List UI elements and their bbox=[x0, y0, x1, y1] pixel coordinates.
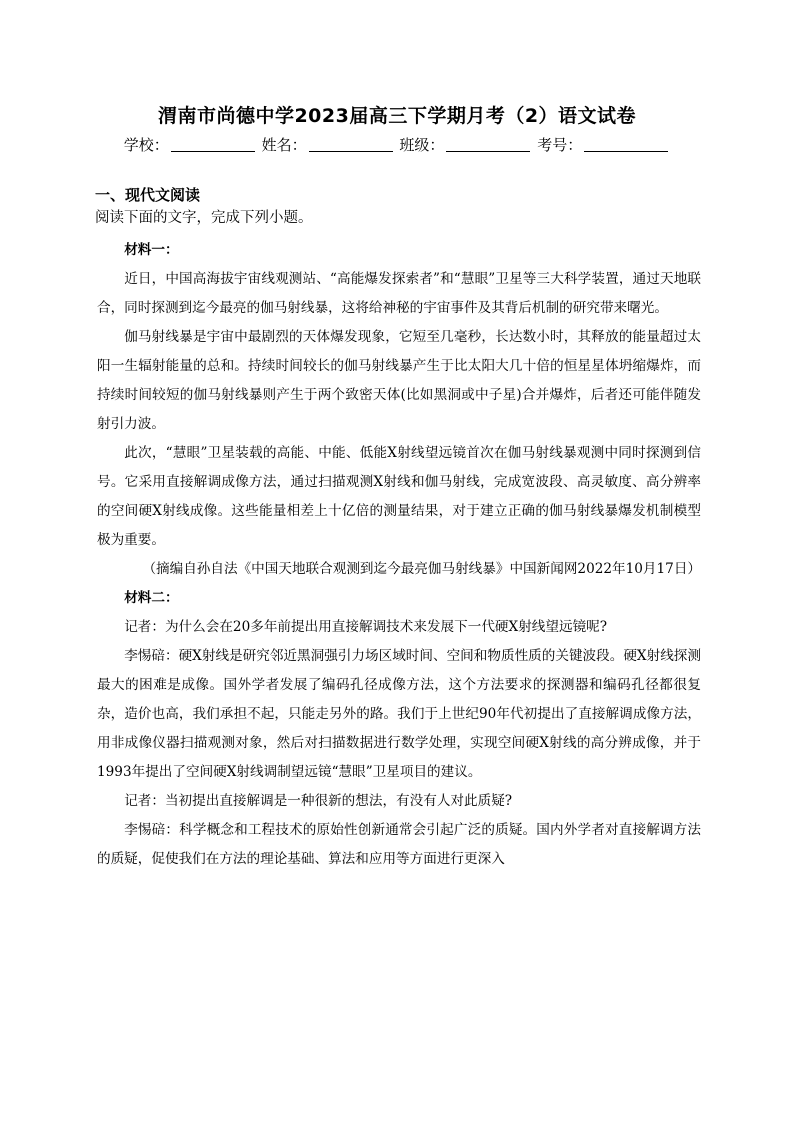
interview-paragraph: 李惕碚：科学概念和工程技术的原始性创新通常会引起广泛的质疑。国内外学者对直接解调方法的质疑，促使我们在方法的理论基础、算法和应用等方面进行更深入 bbox=[97, 822, 701, 867]
exam-number-blank bbox=[584, 137, 668, 152]
class-blank bbox=[446, 137, 530, 152]
reading-passage bbox=[97, 236, 701, 874]
school-label: 学校： bbox=[123, 136, 169, 154]
instruction-text: 阅读下面的文字，完成下列小题。 bbox=[95, 210, 313, 226]
school-blank bbox=[171, 137, 255, 152]
material-one-source: （摘编自孙自法《中国天地联合观测到迄今最亮伽马射线暴》中国新闻网2022年10月17日） bbox=[142, 561, 701, 577]
interview-paragraph: 记者：当初提出直接解调是一种很新的想法，有没有人对此质疑? bbox=[124, 793, 513, 809]
interview-paragraph: 李惕碚：硬X射线是研究邻近黑洞强引力场区域时间、空间和物质性质的关键波段。硬X射线探测最大的困难是成像。国外学者发展了编码孔径成像方法，这个方法要求的探测器和编码孔径都很复杂，造价也高，我们承担不起，只能走另外的路。我们于上世纪90年代初提出了直接解调成像方法，用非成像仪器扫描观测对象，然后对扫描数据进行数学处理，实现空间硬X射线的高分辨成像，并于1993年提出了空间硬X射线调制望远镜“慧眼”卫星项目的建议。 bbox=[97, 648, 701, 780]
exam-title: 渭南市尚德中学2023届高三下学期月考（2）语文试卷 bbox=[157, 105, 637, 127]
name-label: 姓名： bbox=[261, 136, 307, 154]
material-one-paragraph: 近日，中国高海拔宇宙线观测站、“高能爆发探索者”和“慧眼”卫星等三大科学装置，通过天地联合，同时探测到迄今最亮的伽马射线暴，这将给神秘的宇宙事件及其背后机制的研究带来曙光。 bbox=[97, 271, 701, 316]
section-heading: 一、现代文阅读 bbox=[95, 186, 201, 204]
class-label: 班级： bbox=[399, 136, 445, 154]
material-one-label: 材料一： bbox=[124, 242, 179, 258]
student-info-line bbox=[0, 134, 794, 155]
name-blank bbox=[309, 137, 393, 152]
material-one-paragraph: 伽马射线暴是宇宙中最剧烈的天体爆发现象，它短至几毫秒，长达数小时，其释放的能量超过太阳一生辐射能量的总和。持续时间较长的伽马射线暴产生于比太阳大几十倍的恒星星体坍缩爆炸，而持续时间较短的伽马射线暴则产生于两个致密天体(比如黑洞或中子星)合并爆炸，后者还可能伴随发射引力波。 bbox=[97, 329, 701, 432]
material-two-label: 材料二： bbox=[124, 590, 179, 606]
exam-number-label: 考号： bbox=[537, 136, 583, 154]
interview-paragraph: 记者：为什么会在20多年前提出用直接解调技术来发展下一代硬X射线望远镜呢? bbox=[124, 619, 608, 635]
material-one-paragraph: 此次，“慧眼”卫星装载的高能、中能、低能X射线望远镜首次在伽马射线暴观测中同时探测到信号。它采用直接解调成像方法，通过扫描观测X射线和伽马射线，完成宽波段、高灵敏度、高分辨率的空间硬X射线成像。这些能量相差上十亿倍的测量结果，对于建立正确的伽马射线暴爆发机制模型极为重要。 bbox=[97, 445, 701, 548]
